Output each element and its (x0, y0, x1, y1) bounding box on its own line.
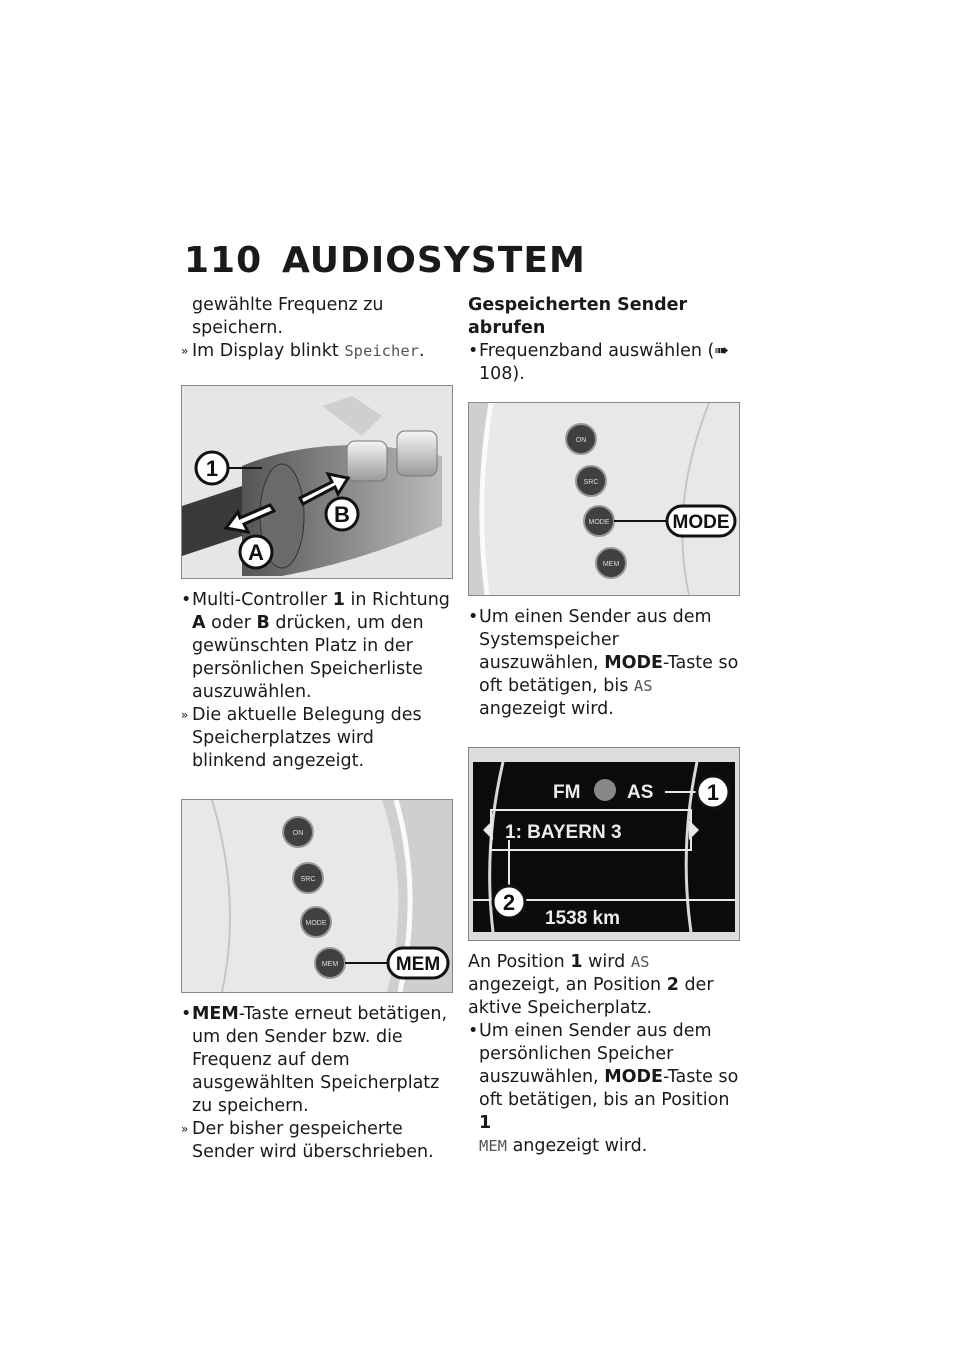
svg-text:SRC: SRC (300, 876, 316, 883)
svg-text:ON: ON (292, 830, 304, 837)
instruction-item: • Um einen Sender aus dem Systemspeicher auszuwählen, MODE-Taste so oft betätigen, bis AS angezeigt wird. (468, 606, 740, 721)
button-panel-illustration (182, 800, 452, 992)
figure-label-2: 2 (502, 890, 516, 915)
figure-display (468, 747, 740, 941)
page-number: 110 (184, 240, 263, 281)
figure-label-b: B (334, 502, 350, 527)
display-illustration (469, 748, 739, 940)
svg-text:ON: ON (575, 437, 587, 444)
display-mode: AS (627, 782, 654, 803)
display-station: 1: BAYERN 3 (505, 822, 622, 843)
controller-illustration (182, 386, 452, 578)
right-column (468, 294, 740, 1158)
svg-text:MODE: MODE (588, 519, 610, 526)
section-heading: Gespeicherten Sender abrufen (468, 295, 688, 338)
display-band: FM (553, 782, 581, 803)
button-panel-illustration (469, 403, 739, 595)
figure-label-a: A (248, 540, 264, 565)
continued-text: gewählte Frequenz zu speichern. (192, 295, 384, 338)
left-column (181, 294, 453, 1164)
svg-text:SRC: SRC (583, 479, 599, 486)
explanation-text: An Position 1 wird AS angezeigt, an Position 2 der aktive Speicherplatz. (468, 952, 714, 1018)
svg-text:MEM: MEM (321, 961, 339, 968)
instruction-item: • Multi-Controller 1 in Richtung A oder B drücken, um den gewünschten Platz in der persönlichen Speicherliste auszuwählen. (181, 589, 453, 704)
figure-multi-controller (181, 385, 453, 579)
figure-mem-button (181, 799, 453, 993)
svg-text:MEM: MEM (602, 561, 620, 568)
instruction-item: • Frequenzband auswählen (➠ 108). (468, 340, 740, 386)
chapter-title: AUDIOSYSTEM (282, 240, 586, 281)
figure-mode-button (468, 402, 740, 596)
display-range: 1538 km (545, 908, 621, 929)
figure-label-1: 1 (706, 780, 720, 805)
mode-callout: MODE (672, 512, 730, 533)
result-item: » Der bisher gespeicherte Sender wird überschrieben. (181, 1118, 453, 1164)
result-item: » Die aktuelle Belegung des Speicherplatzes wird blinkend angezeigt. (181, 704, 453, 773)
instruction-item: • Um einen Sender aus dem persönlichen Speicher auszuwählen, MODE-Taste so oft betätigen, bis an Position 1 MEM angezeigt wird. (468, 1020, 740, 1158)
display-text: Speicher (344, 342, 419, 360)
page-ref-arrow-icon: ➠ (714, 341, 730, 361)
svg-text:MODE: MODE (305, 920, 327, 927)
page-header (184, 240, 586, 281)
instruction-item: • MEM-Taste erneut betätigen, um den Sender bzw. die Frequenz auf dem ausgewählten Speicherplatz zu speichern. (181, 1003, 453, 1118)
result-item: » Im Display blinkt Speicher. (181, 340, 453, 363)
figure-label-1: 1 (205, 456, 219, 481)
mem-callout: MEM (395, 954, 441, 975)
